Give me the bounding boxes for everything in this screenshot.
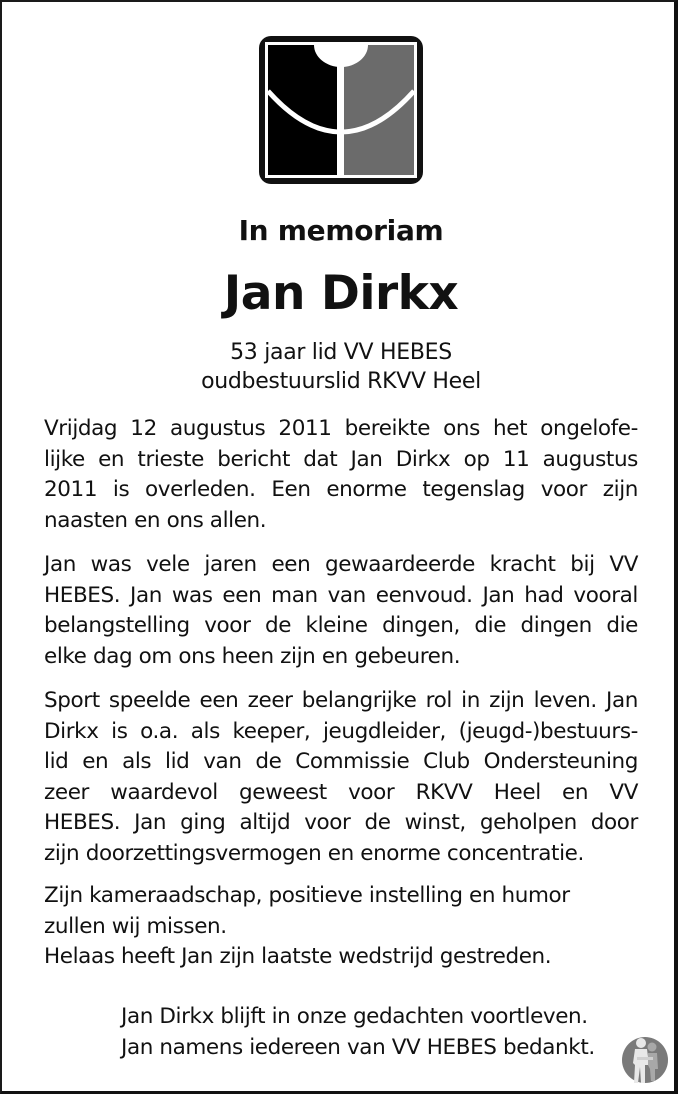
- text-line: Jan was vele jaren een gewaardeerde kracht bij VV: [44, 552, 638, 577]
- text-line: Vrijdag 12 augustus 2011 bereikte ons het ongelofe-: [44, 416, 638, 441]
- text-line: belangstelling voor de kleine dingen, die dingen die: [44, 613, 638, 638]
- closing-line: Jan Dirkx blijft in onze gedachten voortleven.: [121, 1004, 588, 1029]
- paragraph-farewell: [44, 881, 638, 973]
- closing-line: Jan namens iedereen van VV HEBES bedankt.: [121, 1034, 595, 1060]
- text-line: lid en als lid van de Commissie Club Ondersteuning: [44, 749, 638, 774]
- paragraph-announcement: [44, 414, 638, 536]
- board-role-line: oudbestuurslid RKVV Heel: [201, 369, 481, 394]
- text-line: zullen wij missen.: [44, 913, 227, 939]
- text-line: Helaas heeft Jan zijn laatste wedstrijd gestreden.: [44, 944, 552, 969]
- condolence-figures-icon: [621, 1035, 669, 1085]
- club-emblem-icon: [256, 33, 426, 187]
- text-line: Dirkx is o.a. als keeper, jeugdleider, (jeugd-)bestuurs-: [44, 718, 638, 744]
- text-line: HEBES. Jan was een man van eenvoud. Jan had vooral: [44, 582, 638, 608]
- heading: In memoriam: [238, 214, 444, 247]
- text-line: elke dag om ons heen zijn en gebeuren.: [44, 643, 461, 669]
- text-line: zijn doorzettingsvermogen en enorme concentratie.: [44, 840, 584, 866]
- closing-message: [121, 1002, 651, 1063]
- text-line: zeer waardevol geweest voor RKVV Heel en VV: [44, 779, 638, 805]
- text-line: 2011 is overleden. Een enorme tegenslag voor zijn: [44, 477, 638, 502]
- text-line: Zijn kameraadschap, positieve instelling en humor: [44, 883, 570, 908]
- deceased-name: Jan Dirkx: [223, 266, 459, 321]
- paragraph-sport: [44, 686, 638, 869]
- membership-line: 53 jaar lid VV HEBES: [230, 340, 452, 365]
- text-line: lijke en trieste bericht dat Jan Dirkx op 11 augustus: [44, 446, 638, 472]
- paragraph-character: [44, 550, 638, 672]
- text-line: naasten en ons allen.: [44, 507, 267, 533]
- text-line: Sport speelde een zeer belangrijke rol in zijn leven. Jan: [44, 688, 638, 713]
- text-line: HEBES. Jan ging altijd voor de winst, geholpen door: [44, 810, 638, 835]
